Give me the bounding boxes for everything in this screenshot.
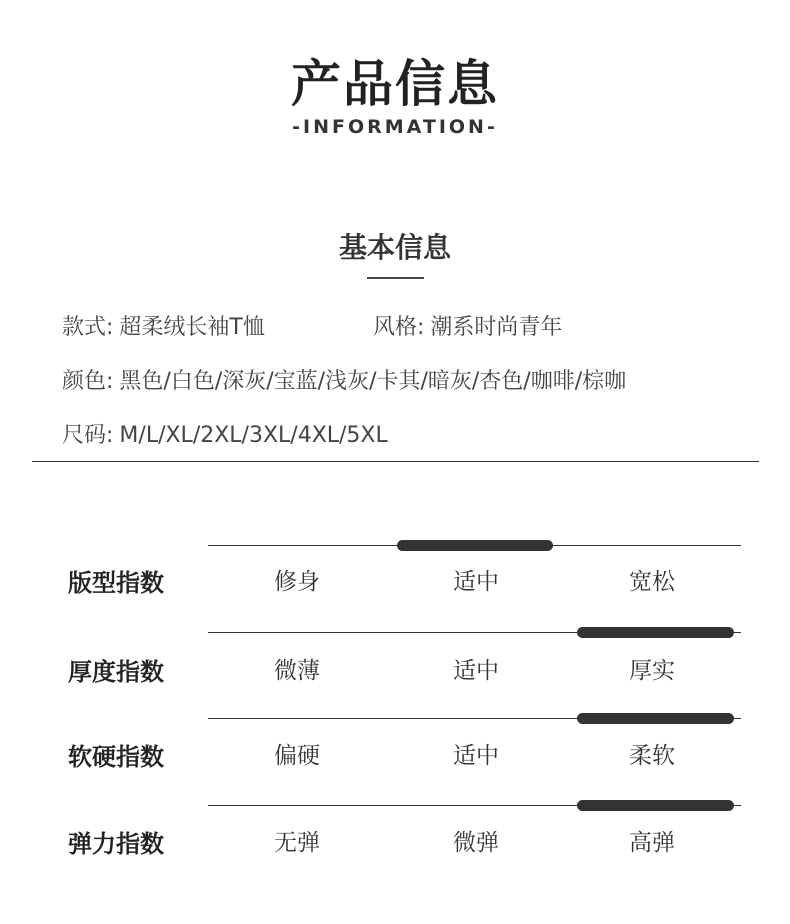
rating-label: 版型指数	[68, 569, 164, 597]
rating-option: 无弹	[274, 830, 320, 856]
page-subtitle: -INFORMATION-	[292, 116, 498, 138]
size-info	[62, 418, 388, 449]
color-info	[62, 364, 626, 395]
fashion-info	[373, 310, 562, 341]
rating-option: 适中	[453, 658, 499, 684]
rating-option: 宽松	[629, 569, 675, 595]
rating-indicator-bar	[577, 800, 734, 811]
rating-option: 柔软	[629, 743, 675, 769]
section-underline	[367, 277, 424, 279]
rating-indicator-bar	[397, 540, 553, 551]
fashion-value: 潮系时尚青年	[430, 315, 563, 340]
rating-option: 偏硬	[274, 743, 320, 769]
size-value: M/L/XL/2XL/3XL/4XL/5XL	[119, 423, 388, 448]
rating-option: 适中	[453, 743, 499, 769]
page-title: 产品信息	[291, 55, 499, 113]
fashion-label: 风格:	[373, 315, 425, 340]
rating-label: 厚度指数	[68, 658, 164, 686]
color-value: 黑色/白色/深灰/宝蓝/浅灰/卡其/暗灰/杏色/咖啡/棕咖	[119, 369, 627, 394]
rating-option: 适中	[453, 569, 499, 595]
rating-option: 厚实	[629, 658, 675, 684]
section-divider	[32, 461, 759, 462]
color-label: 颜色:	[62, 369, 114, 394]
rating-option: 微弹	[453, 830, 499, 856]
style-info	[62, 310, 265, 341]
style-value: 超柔绒长袖T恤	[119, 315, 265, 340]
rating-option: 微薄	[274, 658, 320, 684]
rating-option: 高弹	[629, 830, 675, 856]
size-label: 尺码:	[62, 423, 114, 448]
rating-indicator-bar	[577, 627, 734, 638]
rating-indicator-bar	[577, 713, 734, 724]
style-label: 款式:	[62, 315, 114, 340]
rating-label: 软硬指数	[68, 743, 164, 771]
rating-label: 弹力指数	[68, 830, 164, 858]
section-title: 基本信息	[338, 231, 451, 264]
rating-option: 修身	[274, 569, 320, 595]
